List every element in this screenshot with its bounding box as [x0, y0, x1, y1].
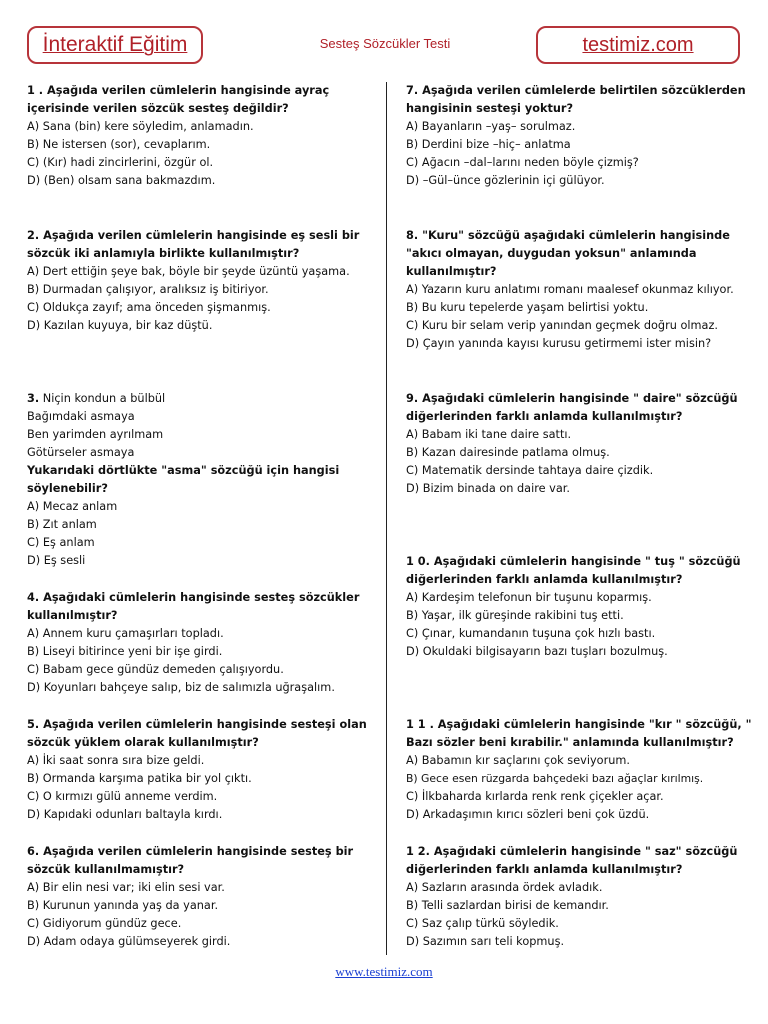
option-a[interactable]: A) Babam iki tane daire sattı.	[406, 428, 572, 441]
option-b[interactable]: B) Durmadan çalışıyor, aralıksız iş bitiriyor.	[27, 283, 269, 296]
brand-badge-label: İnteraktif Eğitim	[42, 33, 188, 56]
website-link[interactable]: www.testimiz.com	[335, 964, 433, 979]
question-stem: 4. Aşağıdaki cümlelerin hangisinde sesteş sözcükler kullanılmıştır?	[27, 591, 360, 622]
option-a[interactable]: A) Yazarın kuru anlatımı romanı maalesef okunmaz kılıyor.	[406, 283, 734, 296]
question-4	[27, 589, 379, 697]
option-b[interactable]: B) Bu kuru tepelerde yaşam belirtisi yoktu.	[406, 301, 649, 314]
option-d[interactable]: D) Adam odaya gülümseyerek girdi.	[27, 935, 231, 948]
poem-line-3: Ben yarimden ayrılmam	[27, 428, 164, 441]
option-b[interactable]: B) Kazan dairesinde patlama olmuş.	[406, 446, 610, 459]
option-d[interactable]: D) Kapıdaki odunları baltayla kırdı.	[27, 808, 223, 821]
option-d[interactable]: D) Kazılan kuyuya, bir kaz düştü.	[27, 319, 213, 332]
option-a[interactable]: A) Babamın kır saçlarını çok seviyorum.	[406, 754, 630, 767]
column-divider	[386, 82, 387, 955]
option-c[interactable]: C) Matematik dersinde tahtaya daire çizdik.	[406, 464, 654, 477]
option-d[interactable]: D) Sazımın sarı teli kopmuş.	[406, 935, 565, 948]
option-c[interactable]: C) Babam gece gündüz demeden çalışıyordu.	[27, 663, 284, 676]
option-a[interactable]: A) Sazların arasında ördek avladık.	[406, 881, 603, 894]
question-stem: 8. "Kuru" sözcüğü aşağıdaki cümlelerin hangisinde "akıcı olmayan, duygudan yoksun" anlamında kullanılmıştır?	[406, 229, 730, 278]
option-b[interactable]: B) Derdini bize –hiç– anlatma	[406, 138, 571, 151]
option-a[interactable]: A) Kardeşim telefonun bir tuşunu koparmış.	[406, 591, 652, 604]
option-a[interactable]: A) Sana (bin) kere söyledim, anlamadın.	[27, 120, 254, 133]
footer	[0, 964, 768, 980]
question-2	[27, 227, 379, 335]
question-number: 3.	[27, 392, 40, 405]
option-b[interactable]: B) Ormanda karşıma patika bir yol çıktı.	[27, 772, 252, 785]
option-c[interactable]: C) Kuru bir selam verip yanından geçmek doğru olmaz.	[406, 319, 718, 332]
question-stem: 1 . Aşağıda verilen cümlelerin hangisinde ayraç içerisinde verilen sözcük sesteş değildir?	[27, 84, 330, 115]
option-c[interactable]: C) O kırmızı gülü anneme verdim.	[27, 790, 218, 803]
option-a[interactable]: A) Bayanların –yaş– sorulmaz.	[406, 120, 576, 133]
option-a[interactable]: A) İki saat sonra sıra bize geldi.	[27, 754, 205, 767]
poem-line-2: Bağımdaki asmaya	[27, 410, 135, 423]
option-c[interactable]: C) Oldukça zayıf; ama önceden şişmanmış.	[27, 301, 271, 314]
option-c[interactable]: C) İlkbaharda kırlarda renk renk çiçekler açar.	[406, 790, 664, 803]
question-1	[27, 82, 379, 190]
option-a[interactable]: A) Dert ettiğin şeye bak, böyle bir şeyde üzüntü yaşama.	[27, 265, 350, 278]
option-d[interactable]: D) –Gül–ünce gözlerinin içi gülüyor.	[406, 174, 605, 187]
question-stem: 7. Aşağıda verilen cümlelerde belirtilen sözcüklerden hangisinin sesteşi yoktur?	[406, 84, 746, 115]
option-b[interactable]: B) Telli sazlardan birisi de kemandır.	[406, 899, 609, 912]
question-3	[27, 390, 379, 570]
option-a[interactable]: A) Annem kuru çamaşırları topladı.	[27, 627, 224, 640]
option-c[interactable]: C) Saz çalıp türkü söyledik.	[406, 917, 559, 930]
question-stem: Yukarıdaki dörtlükte "asma" sözcüğü için hangisi söylenebilir?	[27, 464, 340, 495]
option-d[interactable]: D) (Ben) olsam sana bakmazdım.	[27, 174, 216, 187]
question-stem: 6. Aşağıda verilen cümlelerin hangisinde sesteş bir sözcük kullanılmamıştır?	[27, 845, 354, 876]
question-7	[406, 82, 756, 190]
test-title: Sesteş Sözcükler Testi	[319, 36, 451, 51]
option-a[interactable]: A) Mecaz anlam	[27, 500, 118, 513]
question-stem: 2. Aşağıda verilen cümlelerin hangisinde eş sesli bir sözcük iki anlamıyla birlikte kullanılmıştır?	[27, 229, 360, 260]
question-stem: 1 0. Aşağıdaki cümlelerin hangisinde " tuş " sözcüğü diğerlerinden farklı anlamda kullanılmıştır?	[406, 555, 741, 586]
option-b[interactable]: B) Zıt anlam	[27, 518, 97, 531]
option-d[interactable]: D) Bizim binada on daire var.	[406, 482, 570, 495]
brand-badge-testimiz[interactable]	[536, 26, 740, 64]
question-9	[406, 390, 756, 498]
option-b[interactable]: B) Ne istersen (sor), cevaplarım.	[27, 138, 211, 151]
option-b[interactable]: B) Liseyi bitirince yeni bir işe girdi.	[27, 645, 223, 658]
option-c[interactable]: C) Eş anlam	[27, 536, 95, 549]
poem-text: Niçin kondun a bülbül	[42, 392, 166, 405]
question-11	[406, 716, 756, 824]
question-10	[406, 553, 756, 661]
option-a[interactable]: A) Bir elin nesi var; iki elin sesi var.	[27, 881, 225, 894]
question-12	[406, 843, 756, 951]
brand-badge-label: testimiz.com	[582, 33, 694, 56]
option-b[interactable]: B) Gece esen rüzgarda bahçedeki bazı ağaçlar kırılmış.	[406, 772, 704, 785]
option-d[interactable]: D) Çayın yanında kayısı kurusu getirmemi ister misin?	[406, 337, 712, 350]
option-b[interactable]: B) Yaşar, ilk güreşinde rakibini tuş etti.	[406, 609, 624, 622]
option-c[interactable]: C) Ağacın –dal–larını neden böyle çizmiş?	[406, 156, 639, 169]
option-b[interactable]: B) Kurunun yanında yaş da yanar.	[27, 899, 219, 912]
question-stem: 1 2. Aşağıdaki cümlelerin hangisinde " saz" sözcüğü diğerlerinden farklı anlamda kullanılmıştır?	[406, 845, 738, 876]
option-c[interactable]: C) (Kır) hadi zincirlerini, özgür ol.	[27, 156, 214, 169]
question-6	[27, 843, 379, 951]
question-stem: 1 1 . Aşağıdaki cümlelerin hangisinde "kır " sözcüğü, " Bazı sözler beni kırabilir." anlamında kullanılmıştır?	[406, 718, 752, 749]
option-d[interactable]: D) Eş sesli	[27, 554, 86, 567]
question-stem: 9. Aşağıdaki cümlelerin hangisinde " daire" sözcüğü diğerlerinden farklı anlamda kullanılmıştır?	[406, 392, 738, 423]
question-5	[27, 716, 379, 824]
question-8	[406, 227, 756, 353]
brand-badge-interaktif-egitim	[27, 26, 203, 64]
question-stem: 5. Aşağıda verilen cümlelerin hangisinde sesteşi olan sözcük yüklem olarak kullanılmıştır?	[27, 718, 367, 749]
poem-line-4: Götürseler asmaya	[27, 446, 135, 459]
option-d[interactable]: D) Koyunları bahçeye salıp, biz de salımızla uğraşalım.	[27, 681, 335, 694]
option-d[interactable]: D) Arkadaşımın kırıcı sözleri beni çok üzdü.	[406, 808, 650, 821]
option-c[interactable]: C) Çınar, kumandanın tuşuna çok hızlı bastı.	[406, 627, 656, 640]
option-d[interactable]: D) Okuldaki bilgisayarın bazı tuşları bozulmuş.	[406, 645, 668, 658]
option-c[interactable]: C) Gidiyorum gündüz gece.	[27, 917, 182, 930]
poem-line-1	[27, 390, 379, 408]
